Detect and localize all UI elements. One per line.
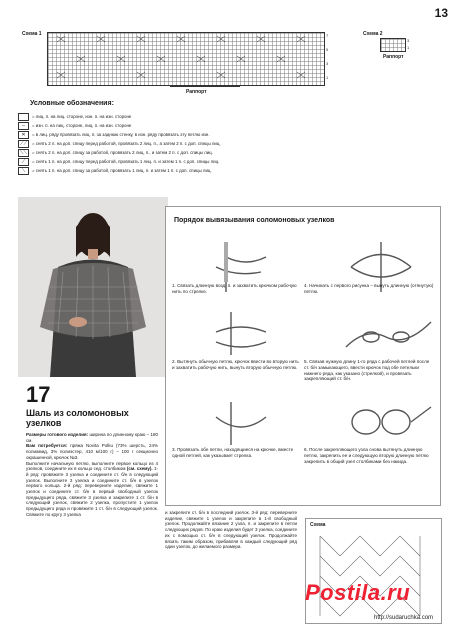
cable-left-2-icon: ⟋ — [18, 158, 29, 166]
scheme2-row-1: 1 — [407, 45, 410, 50]
scheme1-row-1: 1 — [326, 75, 329, 80]
step-5-text: 5. Связав нужную длину 1-го ряда с рабочей петлей после ст. б/н замыкающего, ввести крючок под обе петельки нижнего ряда, как указано (стрелкой), и провязать закрепляющий ст. б/н. — [304, 359, 430, 382]
hook-step-2-illustration — [206, 307, 276, 357]
body-paragraph-2: 1-й ряд: провяжите 3 узелка и соедините ст. б/н в следующий узелок. Выполните 3 узелка и соедините ст. б/н в узелок первого кольца. 2-й ряд: переверните изделие, свяжите 1 узелок и соедините ст. б/н в первый свободный узелок предыдущего ряда, свяжите 3 узелка и закрепите 1 ст. б/н в следующий узелок, свяжите 2 узелка, пропустите 1 узелок предыдущего ряда и провяжите 1 ст. б/н в следующий узелок. Свяжите по кругу 3 узелка — [26, 466, 158, 517]
legend-item: ⟋⟋ = снять 2 п. на доп. спицу перед работой, провязать 2 лиц. п., а затем 2 п. с доп. спицы лиц. — [19, 140, 221, 147]
size-text: ширина по длинному краю – 180 см. — [26, 432, 158, 443]
cable-right-4-icon: ⟍⟍ — [19, 149, 27, 156]
knots-step-6-illustration — [341, 397, 436, 447]
legend-list — [18, 112, 318, 175]
model-photo — [18, 197, 168, 377]
shema-diagram — [305, 518, 442, 624]
knit-symbol-icon — [18, 113, 29, 121]
scheme1-row-3: 3 — [326, 61, 329, 66]
scheme-reference: (см. схему). — [126, 466, 153, 472]
hook-step-3-illustration — [206, 397, 276, 447]
scheme2-label: Схема 2 — [363, 31, 383, 37]
legend-item: ⟍ = снять 1 п. на доп. спицу за работой, провязать 1 лиц. п. и затем 1 п. с доп. спицы лиц. — [18, 166, 318, 175]
scheme1-row-5: 5 — [326, 47, 329, 52]
scheme2-repeat-label: Раппорт — [383, 54, 404, 60]
twisted-knit-symbol-icon: ✕ — [18, 131, 29, 139]
cable-left-4-icon: ⟋⟋ — [19, 140, 27, 147]
step-2-text: 2. Вытянуть обычную петлю, крючок ввести во вторую нить и захватить рабочую нить, вынуть вторую обычную петлю. — [172, 359, 299, 370]
woman-shawl-illustration — [18, 197, 168, 377]
step-6-text: 6. После закрепляющего узла снова вытянуть длинную петлю, закрепить ее и следующую вторую длинную петлю закрепить в общий узел столбиками без накида. — [304, 447, 429, 464]
article-body-right: и закрепите ст. б/н в последний узелок. 3-й ряд: переверните изделие, свяжите 1 узелок и закрепите в 1-й свободный узелок. Продолжайте вязание 2 узла, п. и закрепите в петли следующих рядов. По краю изделия будет 3 узелка, соедините их с помощью ст. б/н в следующий узелок. Продолжайте вязать таким образом, прибавляя в каждый следующий ряд один узелок, до желаемого размера. — [165, 510, 297, 550]
shema-label: Схема — [310, 522, 326, 528]
step-1-text: 1. Связать длинную возд. п. и захватить крючком рабочую нить по стрелке. — [172, 283, 297, 294]
legend-item: – = изн. п. на лиц. стороне, лиц. п. на изн. стороне — [18, 121, 318, 130]
step-3-text: 3. Провязать обе петли, находящиеся на крючке, вместе одной петлей, как указывает стрелка. — [172, 447, 294, 458]
legend-item: ⟋ = снять 1 п. на доп. спицу перед работой, провязать 1 лиц. п. и затем 1 п. с доп. спицы лиц. — [18, 157, 318, 166]
instruction-panel — [165, 206, 441, 506]
watermark-logo: Postila.ru — [305, 580, 411, 605]
size-label: Размеры готового изделия: — [26, 432, 89, 437]
article-title: Шаль из соломоновых узелков — [26, 408, 129, 428]
scheme2-grid — [380, 38, 406, 52]
materials-label: Вам потребуется: — [26, 443, 68, 449]
page-number: 13 — [434, 6, 448, 20]
scheme2-row-3: 3 — [407, 38, 410, 43]
legend-item: ⟍⟍ = снять 2 п. на доп. спицу за работой, провязать 2 лиц. п., и затем 2 п. с доп. спицы лиц. — [19, 149, 213, 156]
legend-item: ✕ = в лиц. ряду провязать лиц. п. за заднюю стенку, в изн. ряду провязать эту петлю изн. — [18, 130, 318, 139]
panel-title: Порядок вывязывания соломоновых узелков — [174, 217, 335, 224]
step-4-text: 4. Начинать с первого рисунка – вынуть длинную (отянутую) петлю. — [304, 283, 434, 294]
article-body-left — [26, 432, 158, 518]
scheme1-repeat-label: Раппорт — [186, 89, 207, 95]
scheme1-label: Схема 1 — [22, 31, 42, 37]
legend-title: Условные обозначения: — [30, 100, 114, 107]
scheme1-repeat-bracket — [170, 86, 240, 87]
cable-right-2-icon: ⟍ — [18, 167, 29, 175]
materials-text: пряжа Novita Polku (73% шерсть, 24% полиамид, 3% полиэстер, 410 м/100 г) – 100 г секционно окрашенной, крючок №3. — [26, 443, 158, 460]
legend-item: = лиц. п. на лиц. стороне, изн. п. на изн. стороне — [18, 112, 318, 121]
body-paragraph-1: Выполните начальную петлю, выполните первое кольцо из 4 узелков, соедините их в кольцо сед. столбиком — [26, 460, 158, 472]
chain-step-5-illustration — [341, 307, 436, 357]
source-url[interactable]: http://sudaruchka.com — [374, 615, 434, 621]
purl-symbol-icon: – — [18, 122, 29, 130]
scheme1-cable-marks — [47, 32, 323, 84]
article-number: 17 — [26, 382, 51, 407]
scheme1-row-7: 7 — [326, 33, 329, 38]
